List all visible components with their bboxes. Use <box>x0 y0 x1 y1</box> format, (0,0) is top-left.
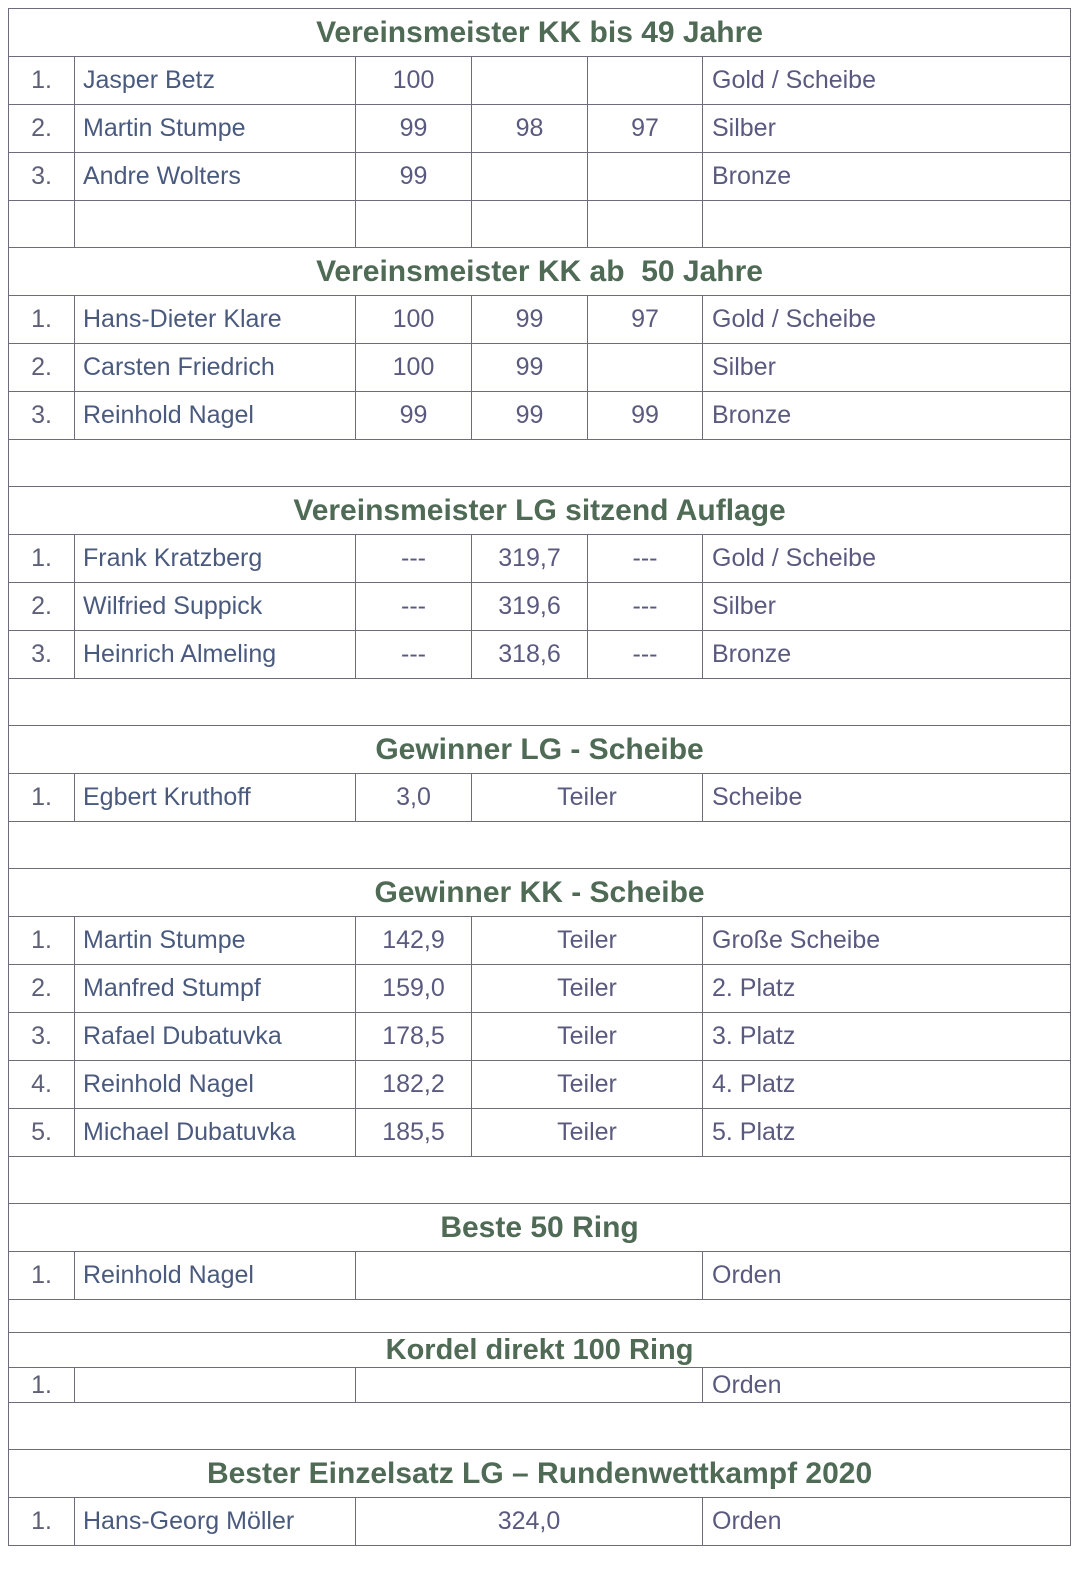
empty-cell <box>588 201 703 248</box>
rank-cell: 1. <box>9 57 75 105</box>
teiler-value-cell: 142,9 <box>356 917 472 965</box>
award-cell: Orden <box>703 1252 1071 1300</box>
score-3-cell: --- <box>588 583 703 631</box>
section-title-beste-50-ring: Beste 50 Ring <box>9 1204 1071 1252</box>
rank-cell: 4. <box>9 1061 75 1109</box>
rank-cell: 2. <box>9 965 75 1013</box>
section-header-row <box>9 9 1071 57</box>
empty-cell <box>703 201 1071 248</box>
score-2-cell: 318,6 <box>472 631 588 679</box>
empty-cell <box>75 201 356 248</box>
table-row <box>9 1109 1071 1157</box>
award-cell: Silber <box>703 344 1071 392</box>
name-cell: Hans-Georg Möller <box>75 1498 356 1546</box>
section-title-kk-ab-50: Vereinsmeister KK ab 50 Jahre <box>9 248 1071 296</box>
teiler-unit-cell: Teiler <box>472 1109 703 1157</box>
score-3-cell: 97 <box>588 105 703 153</box>
score-3-cell <box>588 344 703 392</box>
score-2-cell: 98 <box>472 105 588 153</box>
name-cell: Martin Stumpe <box>75 917 356 965</box>
section-title-kk-bis-49: Vereinsmeister KK bis 49 Jahre <box>9 9 1071 57</box>
table-row <box>9 105 1071 153</box>
award-cell: Bronze <box>703 392 1071 440</box>
table-row <box>9 583 1071 631</box>
table-row <box>9 1368 1071 1403</box>
empty-cell <box>9 1403 1071 1450</box>
award-cell: Gold / Scheibe <box>703 296 1071 344</box>
section-header-row <box>9 1333 1071 1368</box>
rank-cell: 3. <box>9 392 75 440</box>
empty-row <box>9 440 1071 487</box>
name-cell: Reinhold Nagel <box>75 392 356 440</box>
empty-row <box>9 1157 1071 1204</box>
teiler-value-cell: 182,2 <box>356 1061 472 1109</box>
name-cell: Heinrich Almeling <box>75 631 356 679</box>
table-row <box>9 1252 1071 1300</box>
award-cell: 4. Platz <box>703 1061 1071 1109</box>
table-row <box>9 296 1071 344</box>
table-row <box>9 1013 1071 1061</box>
score-3-cell <box>588 153 703 201</box>
award-cell: 5. Platz <box>703 1109 1071 1157</box>
score-2-cell: 319,6 <box>472 583 588 631</box>
name-cell: Andre Wolters <box>75 153 356 201</box>
score-3-cell: --- <box>588 535 703 583</box>
teiler-value-cell: 3,0 <box>356 774 472 822</box>
score-3-cell <box>588 57 703 105</box>
rank-cell: 1. <box>9 535 75 583</box>
empty-cell <box>356 201 472 248</box>
table-row <box>9 344 1071 392</box>
award-cell: Silber <box>703 105 1071 153</box>
score-cell: 324,0 <box>356 1498 703 1546</box>
teiler-value-cell: 185,5 <box>356 1109 472 1157</box>
teiler-unit-cell: Teiler <box>472 774 703 822</box>
name-cell: Martin Stumpe <box>75 105 356 153</box>
name-cell: Rafael Dubatuvka <box>75 1013 356 1061</box>
section-title-lg-scheibe: Gewinner LG - Scheibe <box>9 726 1071 774</box>
empty-row <box>9 679 1071 726</box>
score-3-cell: --- <box>588 631 703 679</box>
table-row <box>9 1061 1071 1109</box>
table-row <box>9 965 1071 1013</box>
empty-cell <box>472 201 588 248</box>
score-3-cell: 97 <box>588 296 703 344</box>
score-1-cell: --- <box>356 583 472 631</box>
table-row <box>9 535 1071 583</box>
rank-cell: 3. <box>9 1013 75 1061</box>
teiler-unit-cell: Teiler <box>472 965 703 1013</box>
results-table <box>8 8 1071 1546</box>
rank-cell: 5. <box>9 1109 75 1157</box>
rank-cell: 2. <box>9 344 75 392</box>
teiler-value-cell: 159,0 <box>356 965 472 1013</box>
score-2-cell: 99 <box>472 296 588 344</box>
empty-row <box>9 822 1071 869</box>
rank-cell: 3. <box>9 631 75 679</box>
rank-cell: 1. <box>9 1498 75 1546</box>
teiler-unit-cell: Teiler <box>472 917 703 965</box>
award-cell: 2. Platz <box>703 965 1071 1013</box>
section-header-row <box>9 487 1071 535</box>
score-3-cell: 99 <box>588 392 703 440</box>
empty-row <box>9 1300 1071 1333</box>
empty-cell <box>9 679 1071 726</box>
score-1-cell: 100 <box>356 296 472 344</box>
name-cell: Frank Kratzberg <box>75 535 356 583</box>
name-cell: Manfred Stumpf <box>75 965 356 1013</box>
score-2-cell: 99 <box>472 392 588 440</box>
score-2-cell: 319,7 <box>472 535 588 583</box>
section-header-row <box>9 248 1071 296</box>
score-1-cell: 99 <box>356 105 472 153</box>
empty-cell <box>9 201 75 248</box>
empty-row <box>9 201 1071 248</box>
rank-cell: 2. <box>9 105 75 153</box>
rank-cell: 1. <box>9 296 75 344</box>
score-1-cell: 99 <box>356 392 472 440</box>
empty-value-cell <box>356 1368 703 1403</box>
section-header-row <box>9 869 1071 917</box>
name-cell: Carsten Friedrich <box>75 344 356 392</box>
empty-cell <box>9 1300 1071 1333</box>
table-row <box>9 392 1071 440</box>
award-cell: Bronze <box>703 631 1071 679</box>
award-cell: Orden <box>703 1498 1071 1546</box>
score-1-cell: 99 <box>356 153 472 201</box>
award-cell: Silber <box>703 583 1071 631</box>
table-row <box>9 774 1071 822</box>
section-title-kk-scheibe: Gewinner KK - Scheibe <box>9 869 1071 917</box>
results-sheet <box>8 8 1070 1546</box>
empty-cell <box>9 440 1071 487</box>
section-title-kordel-direkt: Kordel direkt 100 Ring <box>9 1333 1071 1368</box>
rank-cell: 1. <box>9 774 75 822</box>
rank-cell: 1. <box>9 1252 75 1300</box>
name-cell: Jasper Betz <box>75 57 356 105</box>
name-cell <box>75 1368 356 1403</box>
section-header-row <box>9 1450 1071 1498</box>
section-header-row <box>9 1204 1071 1252</box>
award-cell: Gold / Scheibe <box>703 57 1071 105</box>
award-cell: Bronze <box>703 153 1071 201</box>
empty-cell <box>9 1157 1071 1204</box>
award-cell: Gold / Scheibe <box>703 535 1071 583</box>
section-title-lg-sitzend: Vereinsmeister LG sitzend Auflage <box>9 487 1071 535</box>
award-cell: Orden <box>703 1368 1071 1403</box>
name-cell: Michael Dubatuvka <box>75 1109 356 1157</box>
score-2-cell <box>472 57 588 105</box>
award-cell: Scheibe <box>703 774 1071 822</box>
teiler-value-cell: 178,5 <box>356 1013 472 1061</box>
name-cell: Reinhold Nagel <box>75 1061 356 1109</box>
empty-row <box>9 1403 1071 1450</box>
score-1-cell: --- <box>356 535 472 583</box>
name-cell: Egbert Kruthoff <box>75 774 356 822</box>
table-row <box>9 153 1071 201</box>
score-2-cell <box>472 153 588 201</box>
name-cell: Wilfried Suppick <box>75 583 356 631</box>
name-cell: Hans-Dieter Klare <box>75 296 356 344</box>
section-header-row <box>9 726 1071 774</box>
award-cell: Große Scheibe <box>703 917 1071 965</box>
table-row <box>9 917 1071 965</box>
score-1-cell: --- <box>356 631 472 679</box>
name-cell: Reinhold Nagel <box>75 1252 356 1300</box>
rank-cell: 2. <box>9 583 75 631</box>
score-1-cell: 100 <box>356 57 472 105</box>
rank-cell: 1. <box>9 917 75 965</box>
rank-cell: 1. <box>9 1368 75 1403</box>
table-row <box>9 631 1071 679</box>
empty-value-cell <box>356 1252 703 1300</box>
teiler-unit-cell: Teiler <box>472 1061 703 1109</box>
table-row <box>9 57 1071 105</box>
score-2-cell: 99 <box>472 344 588 392</box>
teiler-unit-cell: Teiler <box>472 1013 703 1061</box>
rank-cell: 3. <box>9 153 75 201</box>
table-row <box>9 1498 1071 1546</box>
empty-cell <box>9 822 1071 869</box>
score-1-cell: 100 <box>356 344 472 392</box>
award-cell: 3. Platz <box>703 1013 1071 1061</box>
section-title-bester-einzelsatz: Bester Einzelsatz LG – Rundenwettkampf 2020 <box>9 1450 1071 1498</box>
